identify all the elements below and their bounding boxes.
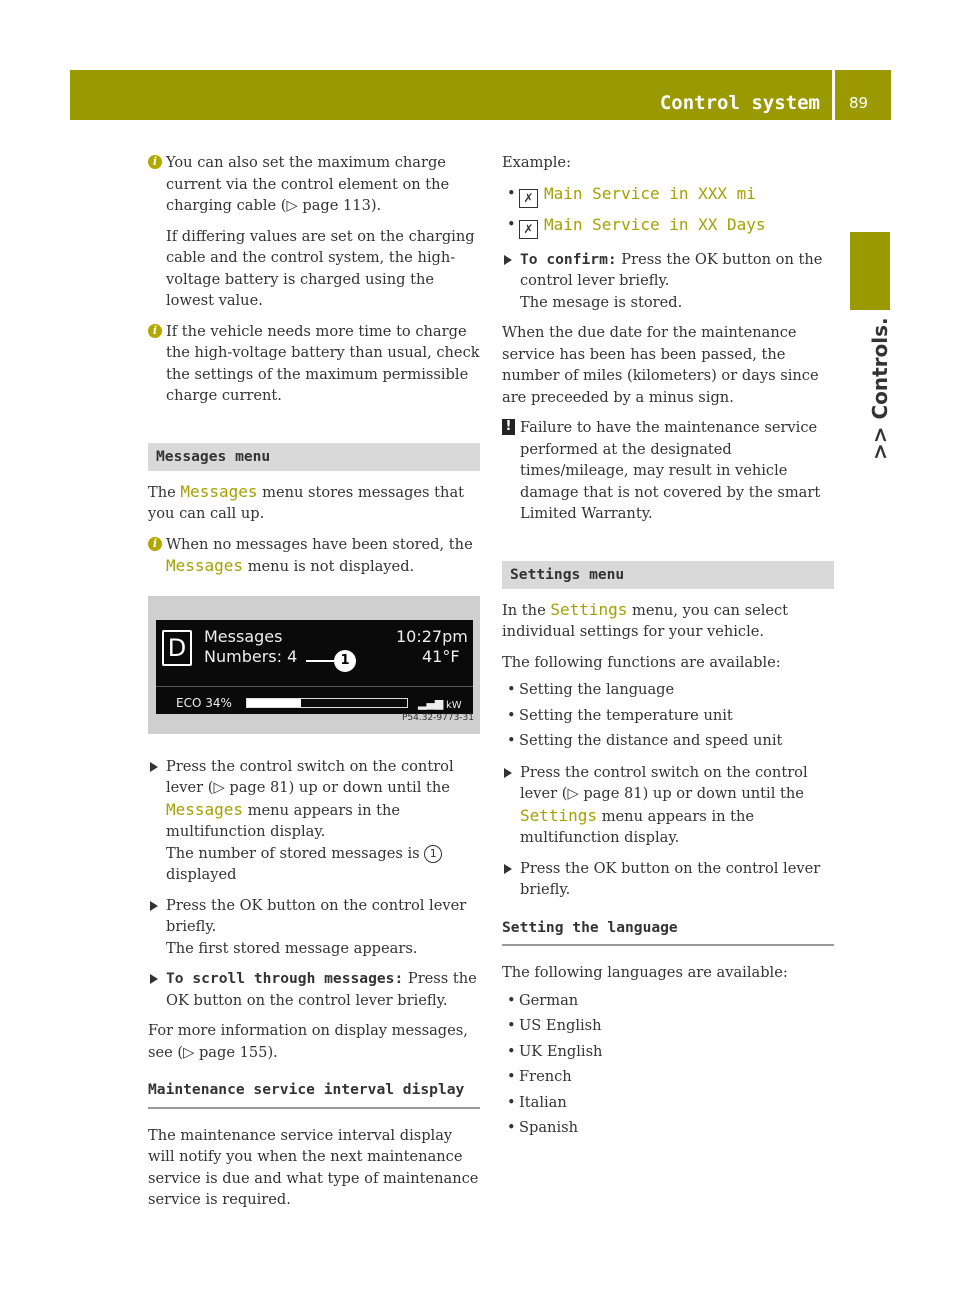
info-text: When no messages have been stored, the Messages menu is not displayed. (166, 535, 473, 575)
instruction-step: To scroll through messages: Press the OK button on the control lever briefly. (148, 968, 480, 1011)
info-note (148, 152, 480, 312)
keyword: Settings (520, 805, 598, 825)
power-unit: kW (446, 699, 462, 711)
keyword: Messages (180, 481, 258, 501)
sub-heading-maintenance: Maintenance service interval display (148, 1079, 480, 1109)
callout-marker: 1 (334, 650, 356, 672)
languages-label: The following languages are available: (502, 964, 788, 981)
header-bar (70, 70, 832, 120)
eco-bar-fill (247, 699, 301, 707)
wrench-icon: ✗ (519, 220, 538, 239)
warning-text: Failure to have the maintenance service performed at the designated times/mileage, may result in vehicle damage that is not covered by the smart Limited Warranty. (520, 419, 821, 522)
callout-marker: 1 (424, 845, 442, 863)
power-icon: ▂▄▆ (418, 696, 444, 710)
left-column (148, 152, 480, 1220)
figure-code: P54.32-9773-31 (401, 713, 474, 723)
info-text: You can also set the maximum charge current via the control element on the charging cable (▷ page 113). (166, 154, 450, 214)
display-temperature: 41°F (422, 646, 460, 666)
warning-icon: ! (502, 419, 515, 435)
info-note (148, 321, 480, 407)
gear-indicator: D (162, 630, 192, 666)
info-icon: i (148, 155, 162, 169)
list-item: • Setting the temperature unit (502, 705, 834, 727)
list-item: • French (502, 1066, 834, 1088)
info-icon: i (148, 537, 162, 551)
info-icon: i (148, 324, 162, 338)
page-title: Control system (659, 92, 820, 114)
section-heading-messages: Messages menu (148, 443, 480, 471)
eco-label: ECO 34% (176, 695, 232, 710)
side-tab (850, 232, 890, 310)
right-column (502, 152, 834, 1143)
due-text: When the due date for the maintenance service has been has been passed, the number of miles (kilometers) or days since are preceeded by a minus sign. (502, 324, 819, 406)
messages-intro: The Messages menu stores messages that you can call up. (148, 481, 465, 522)
display-title: Messages (204, 626, 283, 646)
list-item: • Spanish (502, 1117, 834, 1139)
eco-bar (246, 698, 408, 708)
list-item: • US English (502, 1015, 834, 1037)
list-item: • Setting the distance and speed unit (502, 730, 834, 752)
instruction-step: Press the control switch on the control lever (▷ page 81) up or down until the Settings menu appears in the multifunction display. (502, 762, 834, 849)
sub-heading-language: Setting the language (502, 917, 834, 947)
list-item: • German (502, 990, 834, 1012)
multifunction-display (156, 620, 473, 714)
instruction-step: Press the control switch on the control lever (▷ page 81) up or down until the Messages menu appears in the multifunction display. The number of stored messages is 1 displayed (148, 756, 480, 886)
side-section-label: >> Controls. (868, 317, 892, 460)
warning-note (502, 417, 834, 525)
example-item: • ✗ Main Service in XX Days (502, 214, 834, 239)
example-item: • ✗ Main Service in XXX mi (502, 183, 834, 208)
instruction-step: Press the OK button on the control lever briefly. The first stored message appears. (148, 895, 480, 960)
info-text: If the vehicle needs more time to charge the high-voltage battery than usual, check the settings of the maximum permissible charge current. (166, 322, 480, 404)
info-text: If differing values are set on the charging cable and the control system, the high-voltage battery is charged using the lowest value. (166, 227, 475, 309)
section-heading-settings: Settings menu (502, 561, 834, 589)
keyword: Messages (166, 799, 244, 819)
instruction-step: Press the OK button on the control lever briefly. (502, 858, 834, 901)
display-numbers: Numbers: 4 (204, 646, 298, 666)
callout-line (306, 660, 334, 662)
page-number-box (835, 70, 891, 120)
display-figure (148, 596, 480, 734)
page-number: 89 (849, 94, 869, 112)
list-item: • UK English (502, 1041, 834, 1063)
list-item: • Setting the language (502, 679, 834, 701)
list-item: • Italian (502, 1092, 834, 1114)
instruction-step: To confirm: Press the OK button on the control lever briefly. The mesage is stored. (502, 249, 834, 314)
maintenance-text: The maintenance service interval display will notify you when the next maintenance service is due and what type of maintenance service is required. (148, 1126, 479, 1208)
more-info: For more information on display messages, see (▷ page 155). (148, 1022, 468, 1061)
settings-intro: In the Settings menu, you can select individual settings for your vehicle. (502, 599, 789, 640)
info-note (148, 534, 480, 578)
display-time: 10:27pm (396, 626, 468, 646)
functions-label: The following functions are available: (502, 653, 781, 671)
wrench-icon: ✗ (519, 189, 538, 208)
keyword: Messages (166, 556, 244, 575)
example-label: Example: (502, 154, 571, 171)
keyword: Settings (550, 599, 628, 619)
